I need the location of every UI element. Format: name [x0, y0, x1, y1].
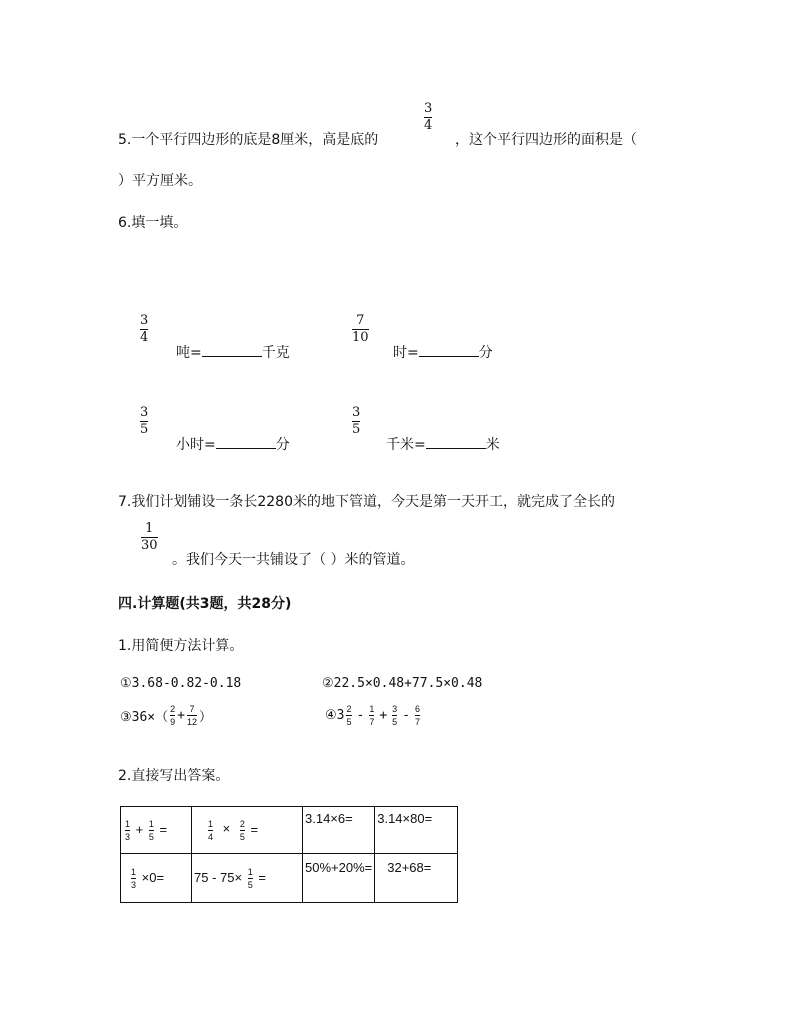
e4-frac2 — [369, 704, 374, 727]
e4-frac3 — [392, 704, 397, 727]
table-cell — [192, 854, 303, 903]
q6-item4-fraction — [352, 406, 360, 436]
denominator: 5 — [239, 831, 245, 842]
answer-blank[interactable] — [426, 434, 486, 449]
fraction — [248, 867, 253, 890]
table-cell: 3.14×80= — [375, 807, 458, 854]
table-row — [121, 854, 458, 903]
denominator: 4 — [208, 831, 214, 842]
numerator: 1 — [208, 818, 214, 829]
operator: × — [222, 821, 231, 837]
q6-item2-post: 分 — [478, 345, 493, 361]
q6-item3-denominator: 5 — [140, 421, 149, 437]
denominator: 3 — [131, 879, 137, 890]
table-cell — [192, 807, 303, 854]
answer-blank[interactable] — [419, 342, 479, 357]
q6-item1-fraction — [140, 314, 148, 344]
p1-title: 1.用简便方法计算。 — [118, 638, 244, 654]
cell-tail: ×0= — [141, 869, 165, 885]
q6-item3-fraction — [140, 406, 148, 436]
fraction — [149, 819, 154, 842]
numerator: 7 — [189, 704, 195, 714]
q6-item4-numerator: 3 — [352, 405, 361, 420]
numerator: 2 — [170, 704, 176, 714]
q6-item3-numerator: 3 — [140, 405, 149, 420]
numerator: 1 — [131, 866, 137, 877]
q7-text-a: 7.我们计划铺设一条长2280米的地下管道，今天是第一天开工，就完成了全长的 — [118, 494, 615, 510]
numerator: 3 — [392, 704, 398, 714]
q6-item1-numerator: 3 — [140, 313, 149, 328]
table-cell: 32+68= — [375, 854, 458, 903]
q6-item3-post: 分 — [275, 437, 290, 453]
table-cell — [121, 807, 192, 854]
calc-expression-4 — [325, 704, 422, 727]
e4-op3: - — [402, 708, 411, 723]
cell-pre: 75 - 75× — [194, 869, 243, 885]
q6-item2-numerator: 7 — [356, 313, 365, 328]
e3-pre: ③36×（ — [120, 710, 169, 725]
q6-item4-post: 米 — [485, 437, 500, 453]
table-cell: 50%+20%= — [303, 854, 375, 903]
fraction — [240, 819, 245, 842]
p2-title: 2.直接写出答案。 — [118, 768, 230, 784]
e4-op2: + — [379, 708, 388, 723]
denominator: 3 — [125, 831, 131, 842]
q6-item2-fraction — [352, 314, 369, 344]
answer-table — [120, 806, 458, 903]
e3-frac1 — [170, 704, 175, 727]
operator: + — [135, 821, 144, 837]
q6-item1-pre: 吨= — [176, 345, 202, 361]
q6-item1-post: 千克 — [261, 345, 290, 361]
equals: = — [159, 821, 168, 837]
q5-frac-denominator: 4 — [424, 117, 433, 133]
answer-blank[interactable] — [202, 342, 262, 357]
denominator: 5 — [148, 831, 154, 842]
q6-item4-denominator: 5 — [352, 421, 361, 437]
e3-post: ） — [199, 710, 213, 725]
e4-op1: - — [356, 708, 365, 723]
q7-frac-denominator: 30 — [141, 537, 158, 553]
table-row — [121, 807, 458, 854]
numerator: 2 — [346, 704, 352, 714]
q5-text-a: 5.一个平行四边形的底是8厘米，高是底的 — [118, 132, 379, 148]
q6-item3-pre: 小时= — [176, 437, 216, 453]
denominator: 12 — [186, 717, 197, 727]
q6-item2 — [393, 342, 493, 362]
fraction — [208, 819, 213, 842]
denominator: 5 — [247, 879, 253, 890]
q5-text-b: ，这个平行四边形的面积是（ — [455, 132, 637, 148]
q6-item2-pre: 时= — [393, 345, 419, 361]
q7-fraction — [141, 522, 158, 552]
e3-op: + — [177, 708, 185, 723]
equals: = — [258, 869, 266, 885]
e4-pre: ④3 — [325, 708, 345, 723]
fraction — [131, 867, 136, 890]
q6-item4-pre: 千米= — [386, 437, 426, 453]
numerator: 1 — [125, 818, 131, 829]
denominator: 5 — [346, 717, 352, 727]
numerator: 2 — [239, 818, 245, 829]
e3-frac2 — [187, 704, 197, 727]
q5-fraction — [424, 102, 432, 132]
equals: = — [250, 821, 259, 837]
q7-frac-numerator: 1 — [145, 521, 154, 536]
q6-item2-denominator: 10 — [352, 329, 369, 345]
numerator: 6 — [415, 704, 421, 714]
calc-expression-3 — [120, 704, 212, 727]
q5-text-c: ）平方厘米。 — [118, 173, 202, 189]
q7-text-b: 。我们今天一共铺设了（ ）米的管道。 — [172, 552, 415, 568]
q6-item1-denominator: 4 — [140, 329, 149, 345]
denominator: 9 — [170, 717, 176, 727]
q6-title: 6.填一填。 — [118, 215, 188, 231]
e4-frac1 — [346, 704, 351, 727]
table-cell — [121, 854, 192, 903]
section-heading: 四.计算题(共3题，共28分) — [118, 596, 292, 612]
q5-frac-numerator: 3 — [424, 101, 433, 116]
calc-expression-2: ②22.5×0.48+77.5×0.48 — [322, 676, 483, 691]
q6-item1 — [176, 342, 290, 362]
e4-frac4 — [415, 704, 420, 727]
fraction — [125, 819, 130, 842]
numerator: 1 — [148, 818, 154, 829]
denominator: 7 — [415, 717, 421, 727]
denominator: 5 — [392, 717, 398, 727]
q6-item3 — [176, 434, 290, 454]
calc-expression-1: ①3.68-0.82-0.18 — [120, 676, 242, 691]
numerator: 1 — [369, 704, 375, 714]
denominator: 7 — [369, 717, 375, 727]
numerator: 1 — [247, 866, 253, 877]
q6-item4 — [386, 434, 500, 454]
table-cell: 3.14×6= — [303, 807, 375, 854]
answer-blank[interactable] — [216, 434, 276, 449]
